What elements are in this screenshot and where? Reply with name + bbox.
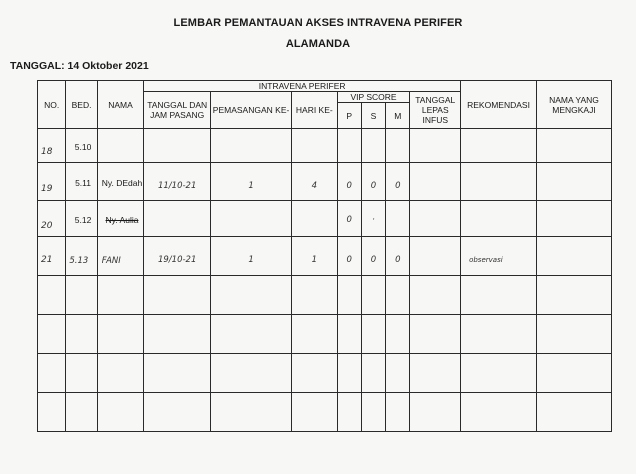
table-row bbox=[38, 237, 612, 276]
cell-bed: 5.12 bbox=[66, 201, 97, 237]
cell-hari: 1 bbox=[292, 237, 338, 276]
cell-vip-s bbox=[361, 276, 385, 315]
cell-hari bbox=[292, 354, 338, 393]
cell-pengkaji bbox=[536, 393, 611, 432]
cell-pemasangan: 1 bbox=[211, 237, 292, 276]
cell-pemasangan bbox=[211, 393, 292, 432]
cell-pengkaji bbox=[536, 354, 611, 393]
cell-pengkaji bbox=[536, 129, 611, 163]
cell-pemasangan bbox=[211, 354, 292, 393]
cell-pemasangan bbox=[211, 201, 292, 237]
cell-bed: 5.13 bbox=[66, 237, 97, 276]
cell-lepas bbox=[410, 201, 461, 237]
cell-lepas bbox=[410, 163, 461, 201]
cell-nama bbox=[97, 393, 144, 432]
cell-vip-m bbox=[386, 276, 410, 315]
header-hari: HARI KE- bbox=[292, 92, 338, 129]
cell-rekomendasi bbox=[461, 393, 537, 432]
header-nama: NAMA bbox=[97, 81, 144, 129]
cell-vip-p bbox=[337, 354, 361, 393]
cell-vip-m bbox=[386, 354, 410, 393]
cell-rekomendasi bbox=[461, 129, 537, 163]
cell-hari bbox=[292, 129, 338, 163]
table-row bbox=[38, 129, 612, 163]
table-row bbox=[38, 393, 612, 432]
cell-vip-s bbox=[361, 354, 385, 393]
monitoring-table bbox=[37, 80, 612, 432]
cell-lepas bbox=[410, 129, 461, 163]
table-row bbox=[38, 276, 612, 315]
cell-vip-p bbox=[337, 315, 361, 354]
cell-rekomendasi bbox=[461, 354, 537, 393]
cell-no bbox=[38, 315, 66, 354]
cell-bed bbox=[66, 393, 97, 432]
cell-vip-m: 0 bbox=[386, 163, 410, 201]
cell-hari bbox=[292, 276, 338, 315]
header-no: NO. bbox=[38, 81, 66, 129]
cell-lepas bbox=[410, 315, 461, 354]
cell-lepas bbox=[410, 276, 461, 315]
cell-vip-p: 0 bbox=[337, 163, 361, 201]
header-intravena-perifer: INTRAVENA PERIFER bbox=[144, 81, 461, 92]
header-vip-score: VIP SCORE bbox=[337, 92, 410, 103]
cell-bed bbox=[66, 315, 97, 354]
cell-hari bbox=[292, 201, 338, 237]
cell-tanggal bbox=[144, 315, 211, 354]
cell-no bbox=[38, 354, 66, 393]
header-vip-s: S bbox=[361, 103, 385, 129]
cell-pemasangan: 1 bbox=[211, 163, 292, 201]
table-row bbox=[38, 315, 612, 354]
cell-tanggal: 19/10-21 bbox=[144, 237, 211, 276]
cell-vip-m bbox=[386, 201, 410, 237]
cell-vip-p bbox=[337, 393, 361, 432]
cell-vip-s bbox=[361, 393, 385, 432]
cell-tanggal bbox=[144, 201, 211, 237]
cell-vip-p bbox=[337, 129, 361, 163]
cell-vip-s bbox=[361, 315, 385, 354]
table-row bbox=[38, 354, 612, 393]
cell-rekomendasi bbox=[461, 276, 537, 315]
cell-vip-s: · bbox=[361, 201, 385, 237]
header-bed: BED. bbox=[66, 81, 97, 129]
cell-no bbox=[38, 393, 66, 432]
cell-pengkaji bbox=[536, 201, 611, 237]
cell-tanggal bbox=[144, 276, 211, 315]
cell-rekomendasi: observasi bbox=[461, 237, 537, 276]
cell-tanggal bbox=[144, 354, 211, 393]
cell-lepas bbox=[410, 354, 461, 393]
cell-nama bbox=[97, 354, 144, 393]
form-title: LEMBAR PEMANTAUAN AKSES INTRAVENA PERIFER bbox=[173, 17, 463, 29]
cell-vip-p: 0 bbox=[337, 237, 361, 276]
cell-pemasangan bbox=[211, 129, 292, 163]
cell-bed bbox=[66, 354, 97, 393]
cell-no bbox=[38, 276, 66, 315]
header-tanggal-lepas: TANGGAL LEPAS INFUS bbox=[410, 92, 461, 129]
cell-rekomendasi bbox=[461, 315, 537, 354]
header-pemasangan: PEMASANGAN KE- bbox=[211, 92, 292, 129]
header-vip-p: P bbox=[337, 103, 361, 129]
header-nama-pengkaji: NAMA YANG MENGKAJI bbox=[536, 81, 611, 129]
date-label: TANGGAL: 14 Oktober 2021 bbox=[10, 60, 149, 72]
cell-nama bbox=[97, 315, 144, 354]
table-row bbox=[38, 163, 612, 201]
cell-rekomendasi bbox=[461, 201, 537, 237]
header-tanggal-jam: TANGGAL DAN JAM PASANG bbox=[144, 92, 211, 129]
cell-tanggal bbox=[144, 393, 211, 432]
cell-vip-p: 0 bbox=[337, 201, 361, 237]
cell-pemasangan bbox=[211, 276, 292, 315]
cell-lepas bbox=[410, 237, 461, 276]
cell-hari bbox=[292, 315, 338, 354]
header-vip-m: M bbox=[386, 103, 410, 129]
cell-no: 19 bbox=[38, 163, 66, 201]
cell-nama bbox=[97, 276, 144, 315]
cell-bed bbox=[66, 276, 97, 315]
table-row bbox=[38, 201, 612, 237]
cell-no: 20 bbox=[38, 201, 66, 237]
cell-vip-m: 0 bbox=[386, 237, 410, 276]
cell-hari bbox=[292, 393, 338, 432]
cell-bed: 5.11 bbox=[66, 163, 97, 201]
cell-pengkaji bbox=[536, 315, 611, 354]
cell-vip-p bbox=[337, 276, 361, 315]
cell-rekomendasi bbox=[461, 163, 537, 201]
cell-vip-m bbox=[386, 129, 410, 163]
cell-vip-s bbox=[361, 129, 385, 163]
cell-vip-m bbox=[386, 393, 410, 432]
cell-bed: 5.10 bbox=[66, 129, 97, 163]
cell-lepas bbox=[410, 393, 461, 432]
cell-nama: FANI bbox=[97, 237, 144, 276]
cell-nama: Ny. DEdah bbox=[97, 163, 144, 201]
cell-vip-m bbox=[386, 315, 410, 354]
cell-pemasangan bbox=[211, 315, 292, 354]
cell-no: 18 bbox=[38, 129, 66, 163]
cell-no: 21 bbox=[38, 237, 66, 276]
cell-tanggal bbox=[144, 129, 211, 163]
form-subtitle: ALAMANDA bbox=[285, 38, 351, 50]
cell-vip-s: 0 bbox=[361, 237, 385, 276]
cell-vip-s: 0 bbox=[361, 163, 385, 201]
cell-tanggal: 11/10-21 bbox=[144, 163, 211, 201]
cell-nama: Ny. Aulia bbox=[97, 201, 144, 237]
header-rekomendasi: REKOMENDASI bbox=[461, 81, 537, 129]
cell-pengkaji bbox=[536, 237, 611, 276]
cell-hari: 4 bbox=[292, 163, 338, 201]
cell-pengkaji bbox=[536, 276, 611, 315]
cell-nama bbox=[97, 129, 144, 163]
cell-pengkaji bbox=[536, 163, 611, 201]
